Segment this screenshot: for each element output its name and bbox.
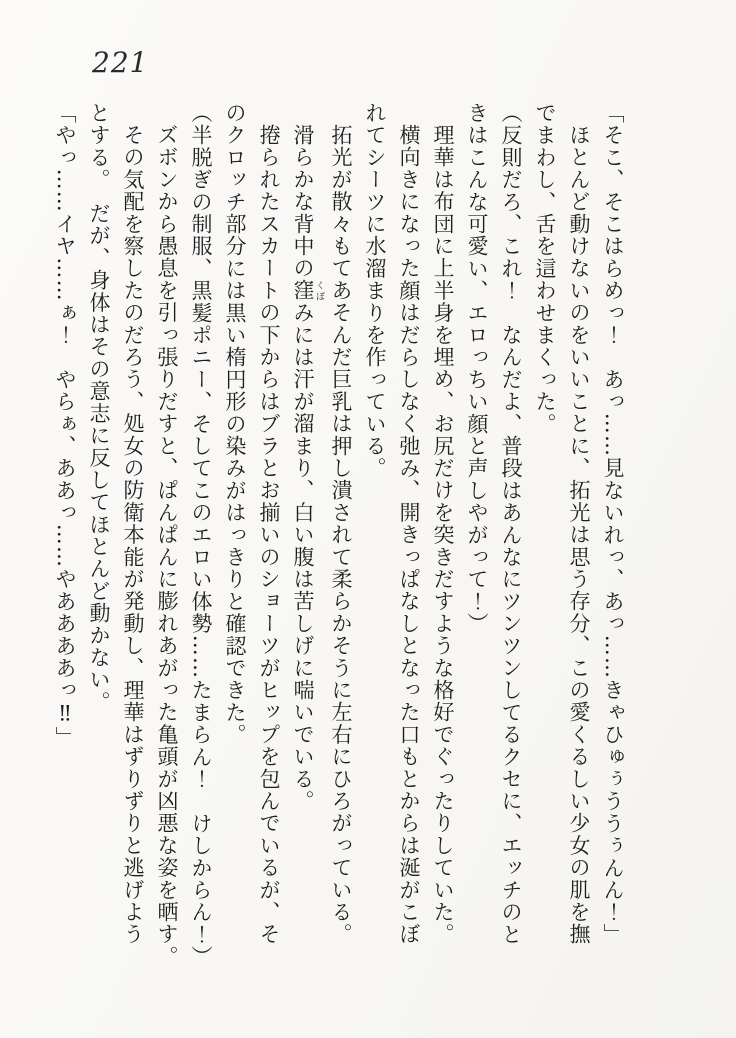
text-column-17: 「やっ……イヤ……ぁ！ やらぁ、ああっ……やああああっ‼」 [53, 102, 77, 749]
text-column-3: でまわし、舌を這わせまくった。 [533, 102, 557, 435]
text-column-10 [286, 102, 324, 1022]
text-column-11: 捲られたスカートの下からはブラとお揃いのショーツがヒップを包んでいるが、そ [257, 124, 281, 946]
text-column-15: その気配を察したのだろう、処女の防衛本能が発動し、理華はずりずりと逃げよう [121, 124, 145, 946]
text-column-9: 拓光が散々もてあそんだ巨乳は押し潰されて柔らかそうに左右にひろがっている。 [329, 124, 353, 946]
ruby-annotation [291, 279, 324, 302]
text-column-16: とする。 だが、身体はその意志に反してほとんど動かない。 [87, 102, 111, 714]
text-column-14: ズボンから愚息を引っ張りだすと、ぱんぱんに膨れあがった亀頭が凶悪な姿を晒す。 [155, 124, 179, 968]
text-block [48, 102, 630, 1022]
text-column-12: のクロッチ部分には黒い楕円形の染みがはっきりと確認できた。 [223, 102, 247, 746]
text-column-5: きはこんな可愛い、エロっちい顔と声しやがって！） [465, 102, 489, 635]
text-column-13: （半脱ぎの制服、黒髪ポニー、そしてこのエロい体勢……たまらん！ けしからん！） [189, 102, 213, 968]
page-number: 221 [92, 46, 149, 79]
furigana: くぼ [314, 279, 324, 302]
text-column-2: ほとんど動けないのをいいことに、拓光は思う存分、この愛くるしい少女の肌を撫 [567, 124, 591, 946]
column-text-pre: 滑らかな背中の [291, 124, 315, 280]
column-text-post: みには汗が溜まり、白い腹は苦しげに喘いでいる。 [291, 301, 315, 813]
text-column-4: （反則だろ、これ！ なんだよ、普段はあんなにツンツンしてるクセに、エッチのと [499, 102, 523, 946]
text-column-1: 「そこ、そこはらめっ！ あっ……見ないれっ、あっ……きゃひゅぅううぅんん！」 [601, 102, 625, 946]
ruby-base: 窪 [291, 279, 315, 302]
text-column-6: 理華は布団に上半身を埋め、お尻だけを突きだすような格好でぐったりしていた。 [431, 124, 455, 946]
text-column-8: れてシーツに水溜まりを作っている。 [363, 102, 387, 480]
text-column-7: 横向きになった顔はだらしなく弛み、開きっぱなしとなった口もとからは涎がこぼ [397, 124, 421, 946]
